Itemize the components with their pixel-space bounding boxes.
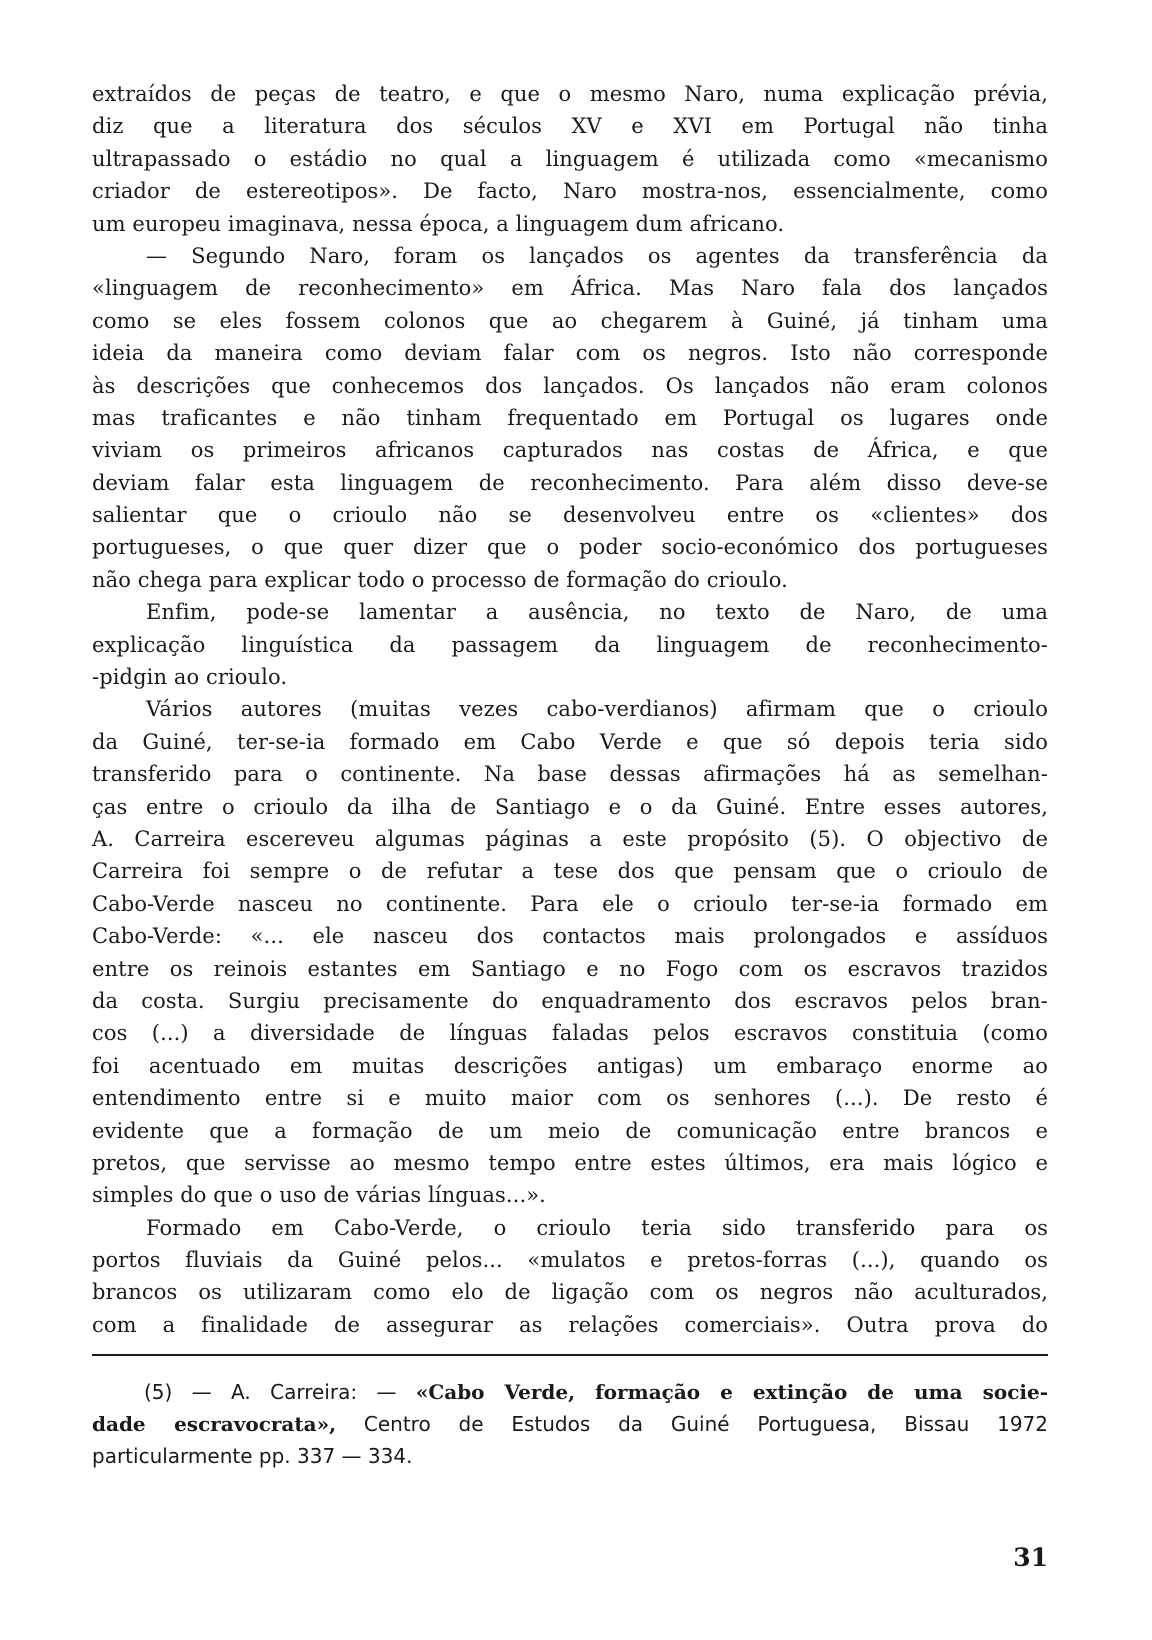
footnote-separator [92, 1354, 1048, 1356]
text-line: explicação linguística da passagem da linguagem de reconhecimento- [92, 632, 1048, 657]
text-line: A. Carreira escereveu algumas páginas a este propósito (5). O objectivo de [92, 826, 1048, 851]
text-line: com a finalidade de assegurar as relações comerciais». Outra prova do [92, 1312, 1048, 1337]
text-line: cos (...) a diversidade de línguas faladas pelos escravos constituia (como [92, 1021, 1048, 1046]
text-line: evidente que a formação de um meio de comunicação entre brancos e [92, 1118, 1048, 1143]
text-line: «linguagem de reconhecimento» em África. Mas Naro fala dos lançados [92, 276, 1048, 301]
footnote-line-1 [92, 1376, 1048, 1408]
text-line: um europeu imaginava, nessa época, a linguagem dum africano. [92, 211, 785, 236]
text-line: simples do que o uso de várias línguas...». [92, 1183, 546, 1208]
text-line: da costa. Surgiu precisamente do enquadramento dos escravos pelos bran- [92, 988, 1048, 1013]
text-line: mas traficantes e não tinham frequentado em Portugal os lugares onde [92, 405, 1048, 430]
text-line: diz que a literatura dos séculos XV e XVI em Portugal não tinha [92, 114, 1048, 139]
text-line: Cabo-Verde nasceu no continente. Para ele o crioulo ter-se-ia formado em [92, 891, 1048, 916]
text-line: da Guiné, ter-se-ia formado em Cabo Verde e que só depois teria sido [92, 729, 1048, 754]
text-line: transferido para o continente. Na base dessas afirmações há as semelhan- [92, 762, 1048, 787]
text-line: ças entre o crioulo da ilha de Santiago e o da Guiné. Entre esses autores, [92, 794, 1048, 819]
text-line: Carreira foi sempre o de refutar a tese dos que pensam que o crioulo de [92, 859, 1048, 884]
page-number: 31 [1013, 1543, 1048, 1572]
text-line: ideia da maneira como deviam falar com os negros. Isto não corresponde [92, 341, 1048, 366]
text-line: viviam os primeiros africanos capturados nas costas de África, e que [92, 438, 1048, 463]
text-line: entendimento entre si e muito maior com os senhores (...). De resto é [92, 1086, 1048, 1111]
text-line: ultrapassado o estádio no qual a linguagem é utilizada como «mecanismo [92, 146, 1048, 171]
main-text-block [92, 78, 1048, 1341]
text-line: portos fluviais da Guiné pelos... «mulatos e pretos-forras (...), quando os [92, 1248, 1048, 1273]
text-line: Vários autores (muitas vezes cabo-verdianos) afirmam que o crioulo [146, 697, 1048, 722]
text-line: — Segundo Naro, foram os lançados os agentes da transferência da [146, 243, 1048, 268]
footnote-line-2 [92, 1408, 1048, 1440]
text-line: Enfim, pode-se lamentar a ausência, no texto de Naro, de uma [146, 600, 1048, 625]
text-line: Formado em Cabo-Verde, o crioulo teria sido transferido para os [146, 1215, 1048, 1240]
text-line: foi acentuado em muitas descrições antigas) um embaraço enorme ao [92, 1053, 1048, 1078]
footnote-line-3: particularmente pp. 337 — 334. [92, 1444, 413, 1468]
footnote-reference: (5) — A. Carreira: — [144, 1380, 397, 1404]
text-line: Cabo-Verde: «... ele nasceu dos contactos mais prolongados e assíduos [92, 924, 1048, 949]
text-line: entre os reinois estantes em Santiago e no Fogo com os escravos trazidos [92, 956, 1048, 981]
text-line: -pidgin ao crioulo. [92, 665, 288, 690]
text-line: deviam falar esta linguagem de reconhecimento. Para além disso deve-se [92, 470, 1048, 495]
footnote [92, 1376, 1048, 1472]
text-line: como se eles fossem colonos que ao chegarem à Guiné, já tinham uma [92, 308, 1048, 333]
text-line: às descrições que conhecemos dos lançados. Os lançados não eram colonos [92, 373, 1048, 398]
text-line: extraídos de peças de teatro, e que o mesmo Naro, numa explicação prévia, [92, 82, 1048, 106]
text-line: criador de estereotipos». De facto, Naro mostra-nos, essencialmente, como [92, 179, 1048, 204]
text-line: pretos, que servisse ao mesmo tempo entre estes últimos, era mais lógico e [92, 1150, 1048, 1175]
footnote-title-continued: dade escravocrata», [92, 1412, 337, 1436]
text-line: brancos os utilizaram como elo de ligação com os negros não aculturados, [92, 1280, 1048, 1305]
text-line: portugueses, o que quer dizer que o poder socio-económico dos portugueses [92, 535, 1048, 560]
text-line: não chega para explicar todo o processo de formação do crioulo. [92, 567, 788, 592]
footnote-title: «Cabo Verde, formação e extinção de uma socie- [415, 1380, 1048, 1404]
text-line: salientar que o crioulo não se desenvolveu entre os «clientes» dos [92, 503, 1048, 528]
footnote-publisher: Centro de Estudos da Guiné Portuguesa, Bissau 1972 [363, 1412, 1048, 1436]
